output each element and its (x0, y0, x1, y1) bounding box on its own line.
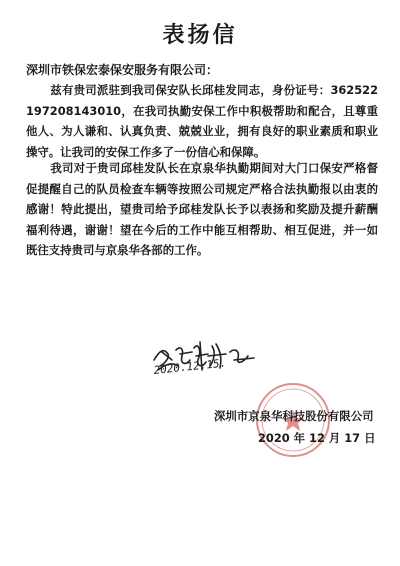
date-month-char: 月 (328, 431, 341, 445)
paragraph-1-body: ，在我司执勤安保工作中积极帮助和配合，且尊重他人、为人谦和、认真负责、兢兢业业，拥有良好的职业素质和职业操守。让我司的安保工作多了一份信心和保障。 (26, 103, 378, 159)
company-name: 深圳市京泉华科技股份有限公司 (214, 409, 374, 423)
date-year-char: 年 (293, 431, 306, 445)
paragraph-1 (26, 80, 378, 162)
paragraph-1-intro: 兹有贵司派驻到我司保安队长邱桂发同志，身份证号： (50, 83, 331, 97)
letter-date (258, 430, 375, 446)
signature-date: 2020.12.15. (152, 356, 227, 377)
recipient-line: 深圳市铁保宏泰保安服务有限公司： (26, 63, 219, 77)
paragraph-2-body: 我司对于贵司邱桂发队长在京泉华执勤期间对大门口保安严格督促提醒自己的队员检查车辆等按照公司规定严格合法执勤报以由衷的感谢！特此提出，望贵司给予邱桂发队长予以表扬和奖励及提升薪酬福利待遇，谢谢！望在今后的工作中能互相帮助、相互促进，并一如既往支持贵司与京泉华各部的工作。 (26, 161, 378, 257)
id-number: 362522197208143010 (26, 83, 378, 118)
date-month: 12 (309, 431, 325, 445)
letter-title: 表扬信 (162, 22, 238, 48)
date-day-char: 日 (364, 431, 376, 445)
date-day: 17 (344, 431, 361, 445)
date-year: 2020 (258, 431, 290, 445)
paragraph-2 (26, 158, 378, 261)
